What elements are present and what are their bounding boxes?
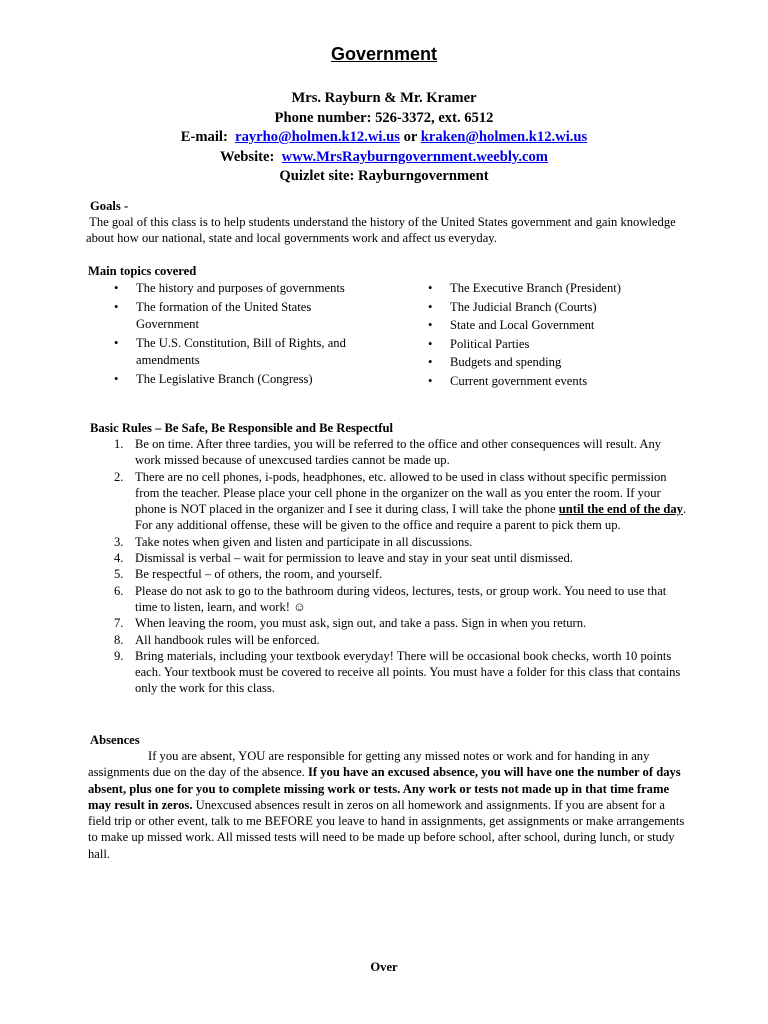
website-label: Website:	[220, 148, 275, 165]
absences-paragraph	[88, 748, 688, 862]
rule-item	[108, 615, 688, 631]
list-item	[428, 354, 688, 372]
email-line	[0, 128, 768, 148]
rule-item	[108, 648, 688, 697]
quizlet-line: Quizlet site: Rayburngovernment	[279, 168, 489, 184]
bullet-icon: •	[428, 281, 433, 295]
page-title: Government	[330, 44, 438, 64]
rule-number: 5.	[114, 567, 124, 582]
rule-item	[108, 469, 688, 534]
list-item	[114, 335, 364, 370]
contact-header	[0, 89, 768, 187]
topic-text: The Legislative Branch (Congress)	[136, 371, 313, 386]
rule-number: 2.	[114, 469, 124, 484]
rule-number: 1.	[114, 437, 124, 451]
rule-text-pre: There are no cell phones, i-pods, headphones, etc. allowed to be used in class without specific permission from the teacher. Please place your cell phone in the organizer on the wall as you enter the room. If your phone is NOT placed in the organizer and I see it during class, I will take the phone	[135, 469, 667, 517]
email-link-1[interactable]: rayrho@holmen.k12.wi.us	[235, 129, 400, 145]
topic-text: The Executive Branch (President)	[450, 281, 621, 295]
bullet-icon: •	[114, 335, 119, 350]
list-item	[428, 299, 688, 317]
absences-heading: Absences	[90, 733, 140, 747]
bullet-icon: •	[428, 336, 433, 351]
email-link-2[interactable]: kraken@holmen.k12.wi.us	[420, 129, 588, 145]
rule-item	[108, 436, 688, 469]
bullet-icon: •	[428, 299, 433, 314]
rule-text: Be respectful – of others, the room, and yourself.	[135, 567, 383, 582]
topic-text: The formation of the United States Government	[136, 299, 312, 332]
bullet-icon: •	[114, 371, 119, 386]
rule-item	[108, 566, 688, 582]
list-item	[114, 280, 364, 298]
rule-number: 6.	[114, 583, 124, 598]
bullet-icon: •	[428, 318, 433, 333]
rule-item	[108, 632, 688, 648]
website-line	[0, 148, 768, 168]
bullet-icon: •	[428, 355, 433, 370]
rule-text: Take notes when given and listen and participate in all discussions.	[135, 534, 473, 549]
topics-left-list	[114, 280, 364, 390]
rule-text-post: . For any additional offense, these will be given to the office and require a parent to pick them up.	[135, 502, 687, 533]
website-link[interactable]: www.MrsRayburngovernment.weebly.com	[281, 148, 548, 165]
email-label: E-mail:	[180, 129, 228, 145]
topic-text: Political Parties	[450, 336, 530, 351]
topic-text: The history and purposes of governments	[136, 281, 345, 295]
bullet-icon: •	[114, 281, 119, 295]
topics-heading: Main topics covered	[88, 264, 197, 278]
rule-text: Bring materials, including your textbook everyday! There will be occasional book checks, worth 10 points each. Your textbook must be covered to receive all points. You must have a folder for this class that contains only the work for this class.	[135, 648, 681, 696]
rule-text: Be on time. After three tardies, you will be referred to the office and other consequences will result. Any work missed because of unexcused tardies cannot be made up.	[135, 437, 662, 468]
topics-right-list	[428, 280, 688, 392]
email-or: or	[403, 129, 418, 145]
rule-number: 4.	[114, 551, 124, 566]
absences-bold-text: If you have an excused absence, you will have one the number of days absent, plus one for you to complete missing work or tests. Any work or tests not made up in that time frame may result in zeros.	[88, 765, 681, 812]
list-item	[428, 317, 688, 335]
goals-heading: Goals -	[90, 199, 129, 213]
bullet-icon: •	[114, 299, 119, 314]
goals-text	[86, 214, 696, 247]
teachers-line: Mrs. Rayburn & Mr. Kramer	[291, 90, 477, 106]
topic-text: The U.S. Constitution, Bill of Rights, and amendments	[136, 335, 346, 368]
absences-text-2: Unexcused absences result in zeros on all homework and assignments. If you are absent for a field trip or other event, talk to me BEFORE you leave to hand in assignments, get assignments or make arrangements to make up missed work. All missed tests will need to be made up before school, after school, during lunch, or study hall.	[88, 797, 685, 861]
topic-text: State and Local Government	[450, 318, 595, 333]
list-item	[428, 336, 688, 354]
topic-text: Budgets and spending	[450, 355, 562, 370]
absences-text-1: If you are absent, YOU are responsible for getting any missed notes or work and for handing in any assignments due on the day of the absence.	[88, 749, 650, 780]
rule-item	[108, 550, 688, 566]
rule-text: Please do not ask to go to the bathroom during videos, lectures, tests, or group work. You need to use that time to listen, learn, and work! ☺	[135, 583, 667, 614]
rule-text: All handbook rules will be enforced.	[135, 632, 320, 647]
list-item	[428, 373, 688, 391]
rule-number: 3.	[114, 534, 124, 549]
over-label: Over	[370, 960, 398, 974]
goals-paragraph: The goal of this class is to help students understand the history of the United States government and gain knowledge about how our national, state and local governments work and affect us everyday.	[86, 215, 676, 246]
phone-line: Phone number: 526-3372, ext. 6512	[274, 109, 494, 126]
list-item	[428, 280, 688, 298]
rule-number: 8.	[114, 632, 124, 647]
topic-text: Current government events	[450, 373, 588, 388]
rules-heading: Basic Rules – Be Safe, Be Responsible and Be Respectful	[90, 421, 393, 435]
rule-text: Dismissal is verbal – wait for permission to leave and stay in your seat until dismissed.	[135, 551, 573, 566]
rule-number: 9.	[114, 648, 124, 663]
rule-number: 7.	[114, 616, 124, 631]
rule-item	[108, 534, 688, 550]
list-item	[114, 371, 364, 389]
list-item	[114, 299, 364, 334]
rule-emphasis: until the end of the day	[558, 502, 683, 517]
rule-text: When leaving the room, you must ask, sign out, and take a pass. Sign in when you return.	[135, 616, 587, 631]
rule-item	[108, 583, 688, 616]
topic-text: The Judicial Branch (Courts)	[450, 299, 597, 314]
bullet-icon: •	[428, 373, 433, 388]
rules-list	[108, 436, 688, 697]
